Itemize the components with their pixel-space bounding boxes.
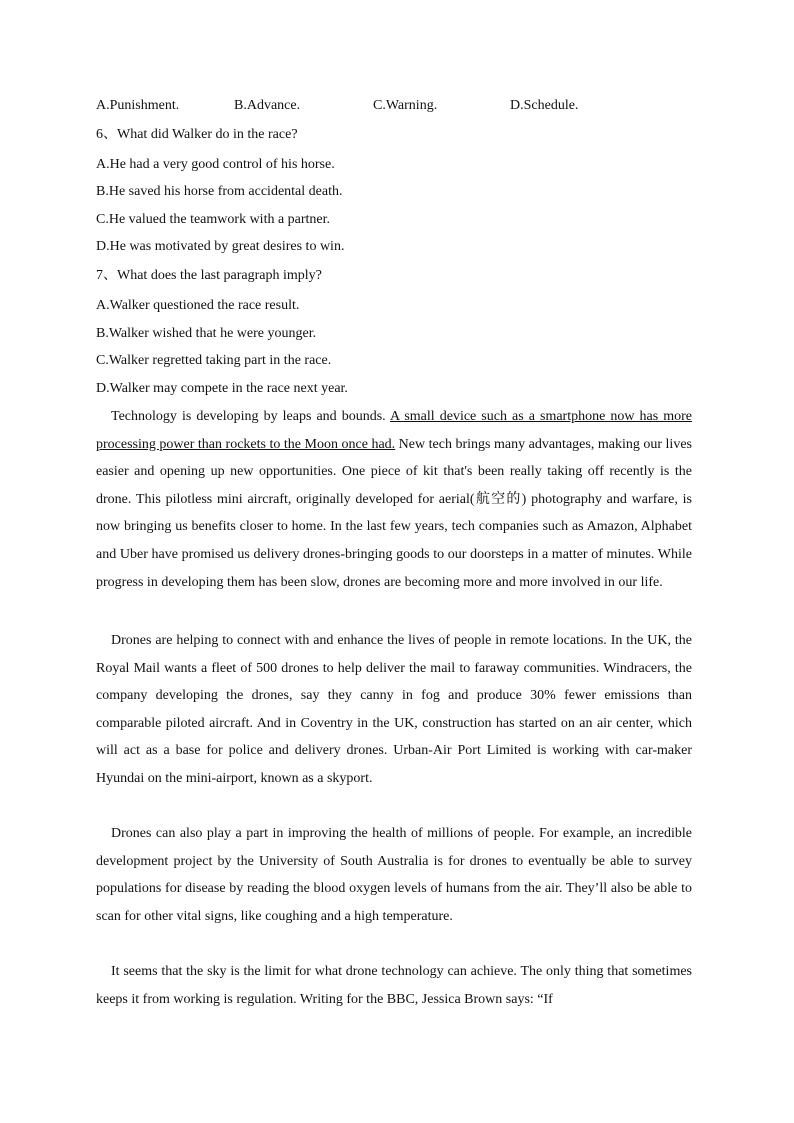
passage-paragraph-3: Drones can also play a part in improving the health of millions of people. For example, an incredible development project by the University of South Australia is for drones to eventually be able to survey populations for disease by reading the blood oxygen levels of humans from the air. They’ll also be able to scan for other vital signs, like coughing and a high temperature. [96,826,692,924]
q7-question: 7、What does the last paragraph imply? [96,268,322,283]
q6-option-d: D.He was motivated by great desires to win. [96,239,345,254]
q7-option-d: D.Walker may compete in the race next year. [96,381,348,396]
passage-paragraph-1 [96,403,692,596]
q5-option-d: D.Schedule. [510,98,579,113]
q5-option-b: B.Advance. [234,98,301,113]
q7-option-a: A.Walker questioned the race result. [96,298,300,313]
q5-options-row [96,97,696,115]
p1-start: Technology is developing by leaps and bounds. [111,409,390,424]
q7-option-c: C.Walker regretted taking part in the race. [96,353,332,368]
q6-question: 6、What did Walker do in the race? [96,127,298,142]
q6-option-a: A.He had a very good control of his horse. [96,157,335,172]
passage-paragraph-4: It seems that the sky is the limit for what drone technology can achieve. The only thing that sometimes keeps it from working is regulation. Writing for the BBC, Jessica Brown says: “If [96,964,692,1007]
q6-option-b: B.He saved his horse from accidental death. [96,184,343,199]
p1-underlined-sentence: A small device such as a smartphone now has more processing power than rockets to the Moon once had. [96,409,693,452]
q5-option-a: A.Punishment. [96,98,180,113]
p1-rest: New tech brings many advantages, making our lives easier and opening up new opportunities. One piece of kit that's been really taking off recently is the drone. This pilotless mini aircraft, originally developed for aerial(航空的) photography and warfare, is now bringing us benefits closer to home. In the last few years, tech companies such as Amazon, Alphabet and Uber have promised us delivery drones-bringing goods to our doorsteps in a matter of minutes. While progress in developing them has been slow, drones are becoming more and more involved in our life. [96,436,692,590]
q7-option-b: B.Walker wished that he were younger. [96,326,317,341]
q5-option-c: C.Warning. [373,98,438,113]
passage-paragraph-2: Drones are helping to connect with and enhance the lives of people in remote locations. In the UK, the Royal Mail wants a fleet of 500 drones to help deliver the mail to faraway communities. Windracers, the company developing the drones, say they canny in fog and produce 30% fewer emissions than comparable piloted aircraft. And in Coventry in the UK, construction has started on an air center, which will act as a base for police and delivery drones. Urban-Air Port Limited is working with car-maker Hyundai on the mini-airport, known as a skyport. [96,633,692,786]
q6-option-c: C.He valued the teamwork with a partner. [96,212,331,227]
